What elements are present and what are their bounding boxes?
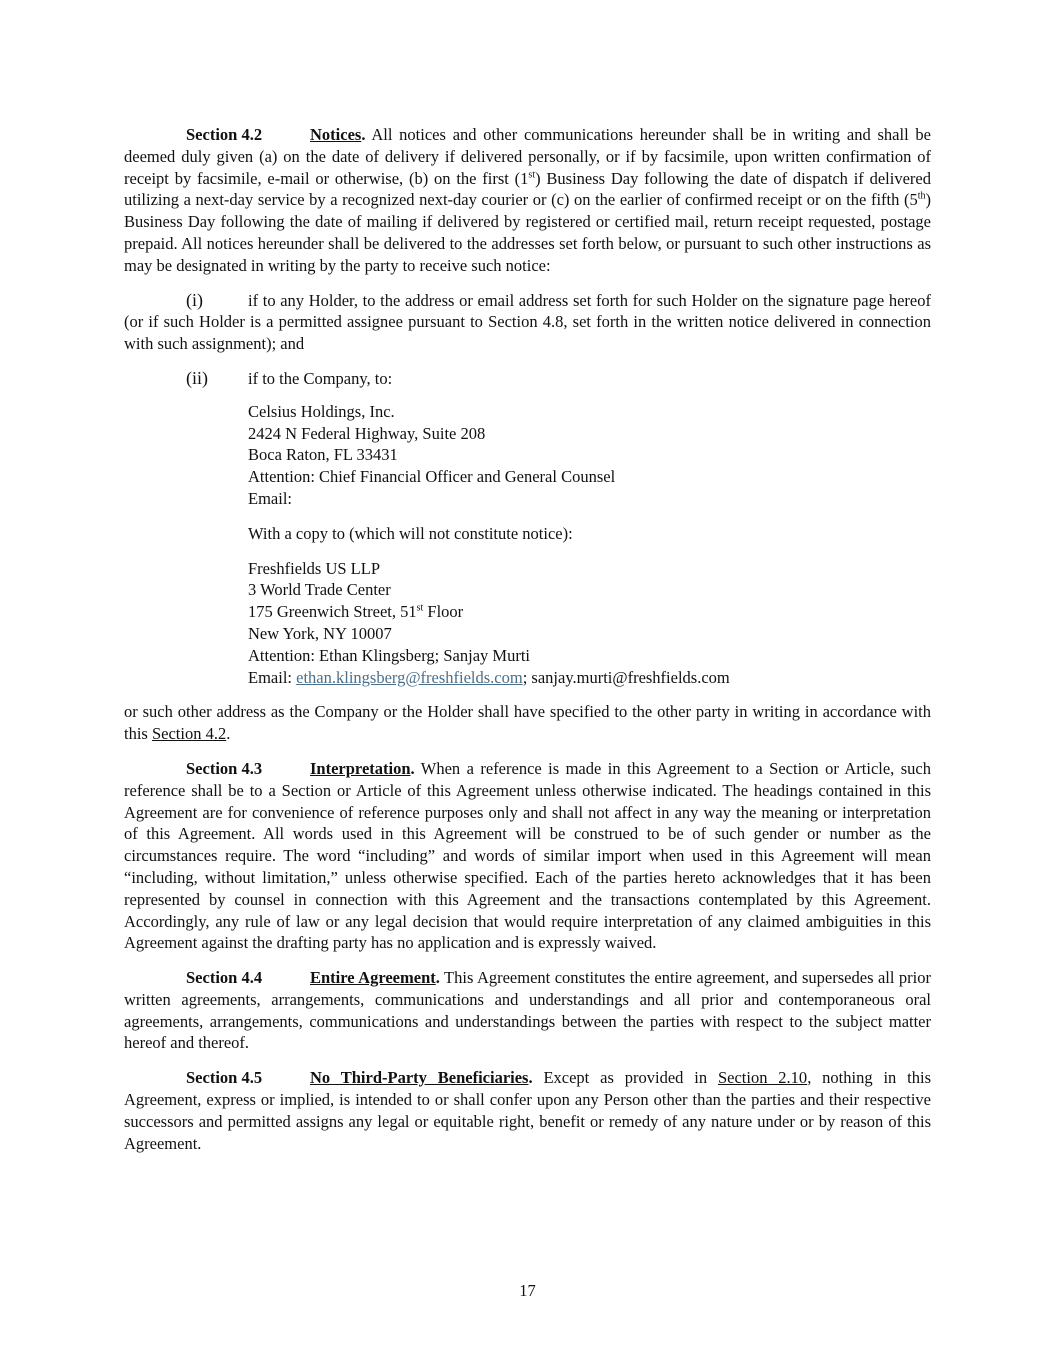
superscript-st-floor: st xyxy=(416,602,424,614)
section-4-4-number: Section 4.4 xyxy=(186,968,263,988)
section-4-5-title: No Third-Party Beneficiaries xyxy=(310,1068,529,1088)
superscript-th: th xyxy=(917,190,926,202)
counsel-street-main: 175 Greenwich Street, 51 xyxy=(248,602,417,622)
section-4-3-text: When a reference is made in this Agreement to a Section or Article, such reference shall be to a Section or Article of this Agreement unless otherwise indicated. The headings contained in this Agreement are for convenience of reference purposes only and shall not affect in any way the meaning or interpretation of this Agreement. All words used in this Agreement will be construed to be of such gender or number as the circumstances require. The word “including” and words of similar import when used in this Agreement will mean “including, without limitation,” unless otherwise specified. Each of the parties hereto acknowledges that it has been represented by counsel in connection with this Agreement and the transactions contemplated by this Agreement. Accordingly, any rule of law or any legal decision that would require interpretation of any claimed ambiguities in this Agreement against the drafting party has no application and is expressly waived. xyxy=(124,758,931,953)
company-street: 2424 N Federal Highway, Suite 208 xyxy=(248,423,486,443)
item-marker-i: (i) xyxy=(186,289,203,310)
section-4-2-title: Notices xyxy=(310,125,362,144)
counsel-email-rest: ; sanjay.murti@freshfields.com xyxy=(522,667,730,687)
section-4-5-title-period: . xyxy=(528,1068,533,1088)
section-2-10-reference: Section 2.10 xyxy=(717,1068,808,1088)
superscript-st: st xyxy=(528,169,536,181)
section-4-3-number: Section 4.3 xyxy=(186,758,263,778)
copy-note: With a copy to (which will not constitute notice): xyxy=(248,523,573,543)
notices-closing-paragraph xyxy=(124,701,931,745)
section-4-2-text-part1: All notices and other communications hereunder shall be in writing and shall be deemed duly given (a) on the date of delivery if delivered personally, or if by facsimile, upon written confirmation of receipt by facsimile, e-mail or otherwise, (b) on the first (1 xyxy=(124,125,931,188)
closing-end: . xyxy=(226,724,231,744)
counsel-email xyxy=(248,667,931,689)
section-4-2-number: Section 4.2 xyxy=(186,125,263,144)
counsel-street-floor: Floor xyxy=(423,602,464,622)
counsel-street xyxy=(248,601,931,623)
company-email: Email: xyxy=(248,488,292,508)
closing-text: or such other address as the Company or the Holder shall have specified to the other party in writing in accordance with this xyxy=(124,702,931,744)
notice-item-holder xyxy=(124,290,931,355)
section-4-3-title: Interpretation xyxy=(310,758,411,778)
counsel-name: Freshfields US LLP xyxy=(248,558,380,578)
section-4-5-text-part2: , nothing in this Agreement, express or implied, is intended to or shall confer upon any Person other than the parties and their respective successors and permitted assigns any legal or equitable right, benefit or remedy of any nature under or by reason of this Agreement. xyxy=(124,1068,931,1153)
counsel-address-block xyxy=(248,558,931,689)
section-4-4-text: This Agreement constitutes the entire agreement, and supersedes all prior written agreements, arrangements, communications and understandings and all prior and contemporaneous oral agreements, arrangements, communications and understandings between the parties with respect to the subject matter hereof and thereof. xyxy=(124,968,931,1053)
section-4-4 xyxy=(124,967,931,1054)
section-4-2-text-part2: ) Business Day following the date of dispatch if delivered utilizing a next-day service by a recognized next-day courier or (c) on the earlier of confirmed receipt or on the fifth (5 xyxy=(124,168,931,210)
counsel-city: New York, NY 10007 xyxy=(248,623,392,643)
section-4-5 xyxy=(124,1067,931,1154)
section-4-5-number: Section 4.5 xyxy=(186,1068,263,1088)
counsel-attention: Attention: Ethan Klingsberg; Sanjay Murti xyxy=(248,645,530,665)
section-4-2-reference: Section 4.2 xyxy=(151,724,227,744)
counsel-building: 3 World Trade Center xyxy=(248,580,391,600)
section-4-4-title: Entire Agreement xyxy=(310,968,436,988)
company-name: Celsius Holdings, Inc. xyxy=(248,401,395,421)
notice-item-company xyxy=(124,368,931,390)
company-attention: Attention: Chief Financial Officer and General Counsel xyxy=(248,467,616,487)
section-4-2-title-period: . xyxy=(361,125,366,144)
item-i-text: if to any Holder, to the address or email address set forth for such Holder on the signature page hereof (or if such Holder is a permitted assignee pursuant to Section 4.8, set forth in the written notice delivered in connection with such assignment); and xyxy=(124,290,931,354)
page-number: 17 xyxy=(519,1281,536,1300)
section-4-3-title-period: . xyxy=(410,758,415,778)
document-page xyxy=(124,124,931,1167)
item-marker-ii: (ii) xyxy=(186,367,208,388)
email-link-ethan[interactable]: ethan.klingsberg@freshfields.com xyxy=(296,667,523,687)
section-4-4-title-period: . xyxy=(435,968,440,988)
section-4-5-text-part1: Except as provided in xyxy=(532,1068,718,1088)
company-city: Boca Raton, FL 33431 xyxy=(248,445,398,465)
item-ii-text: if to the Company, to: xyxy=(248,368,393,388)
section-4-2-text-part3: ) Business Day following the date of mailing if delivered by registered or certified mail, return receipt requested, postage prepaid. All notices hereunder shall be delivered to the addresses set forth below, or pursuant to such other instructions as may be designated in writing by the party to receive such notice: xyxy=(124,190,931,275)
section-4-3 xyxy=(124,758,931,954)
section-4-2 xyxy=(124,124,931,277)
counsel-email-label: Email: xyxy=(248,667,297,687)
company-address-block xyxy=(248,401,931,510)
